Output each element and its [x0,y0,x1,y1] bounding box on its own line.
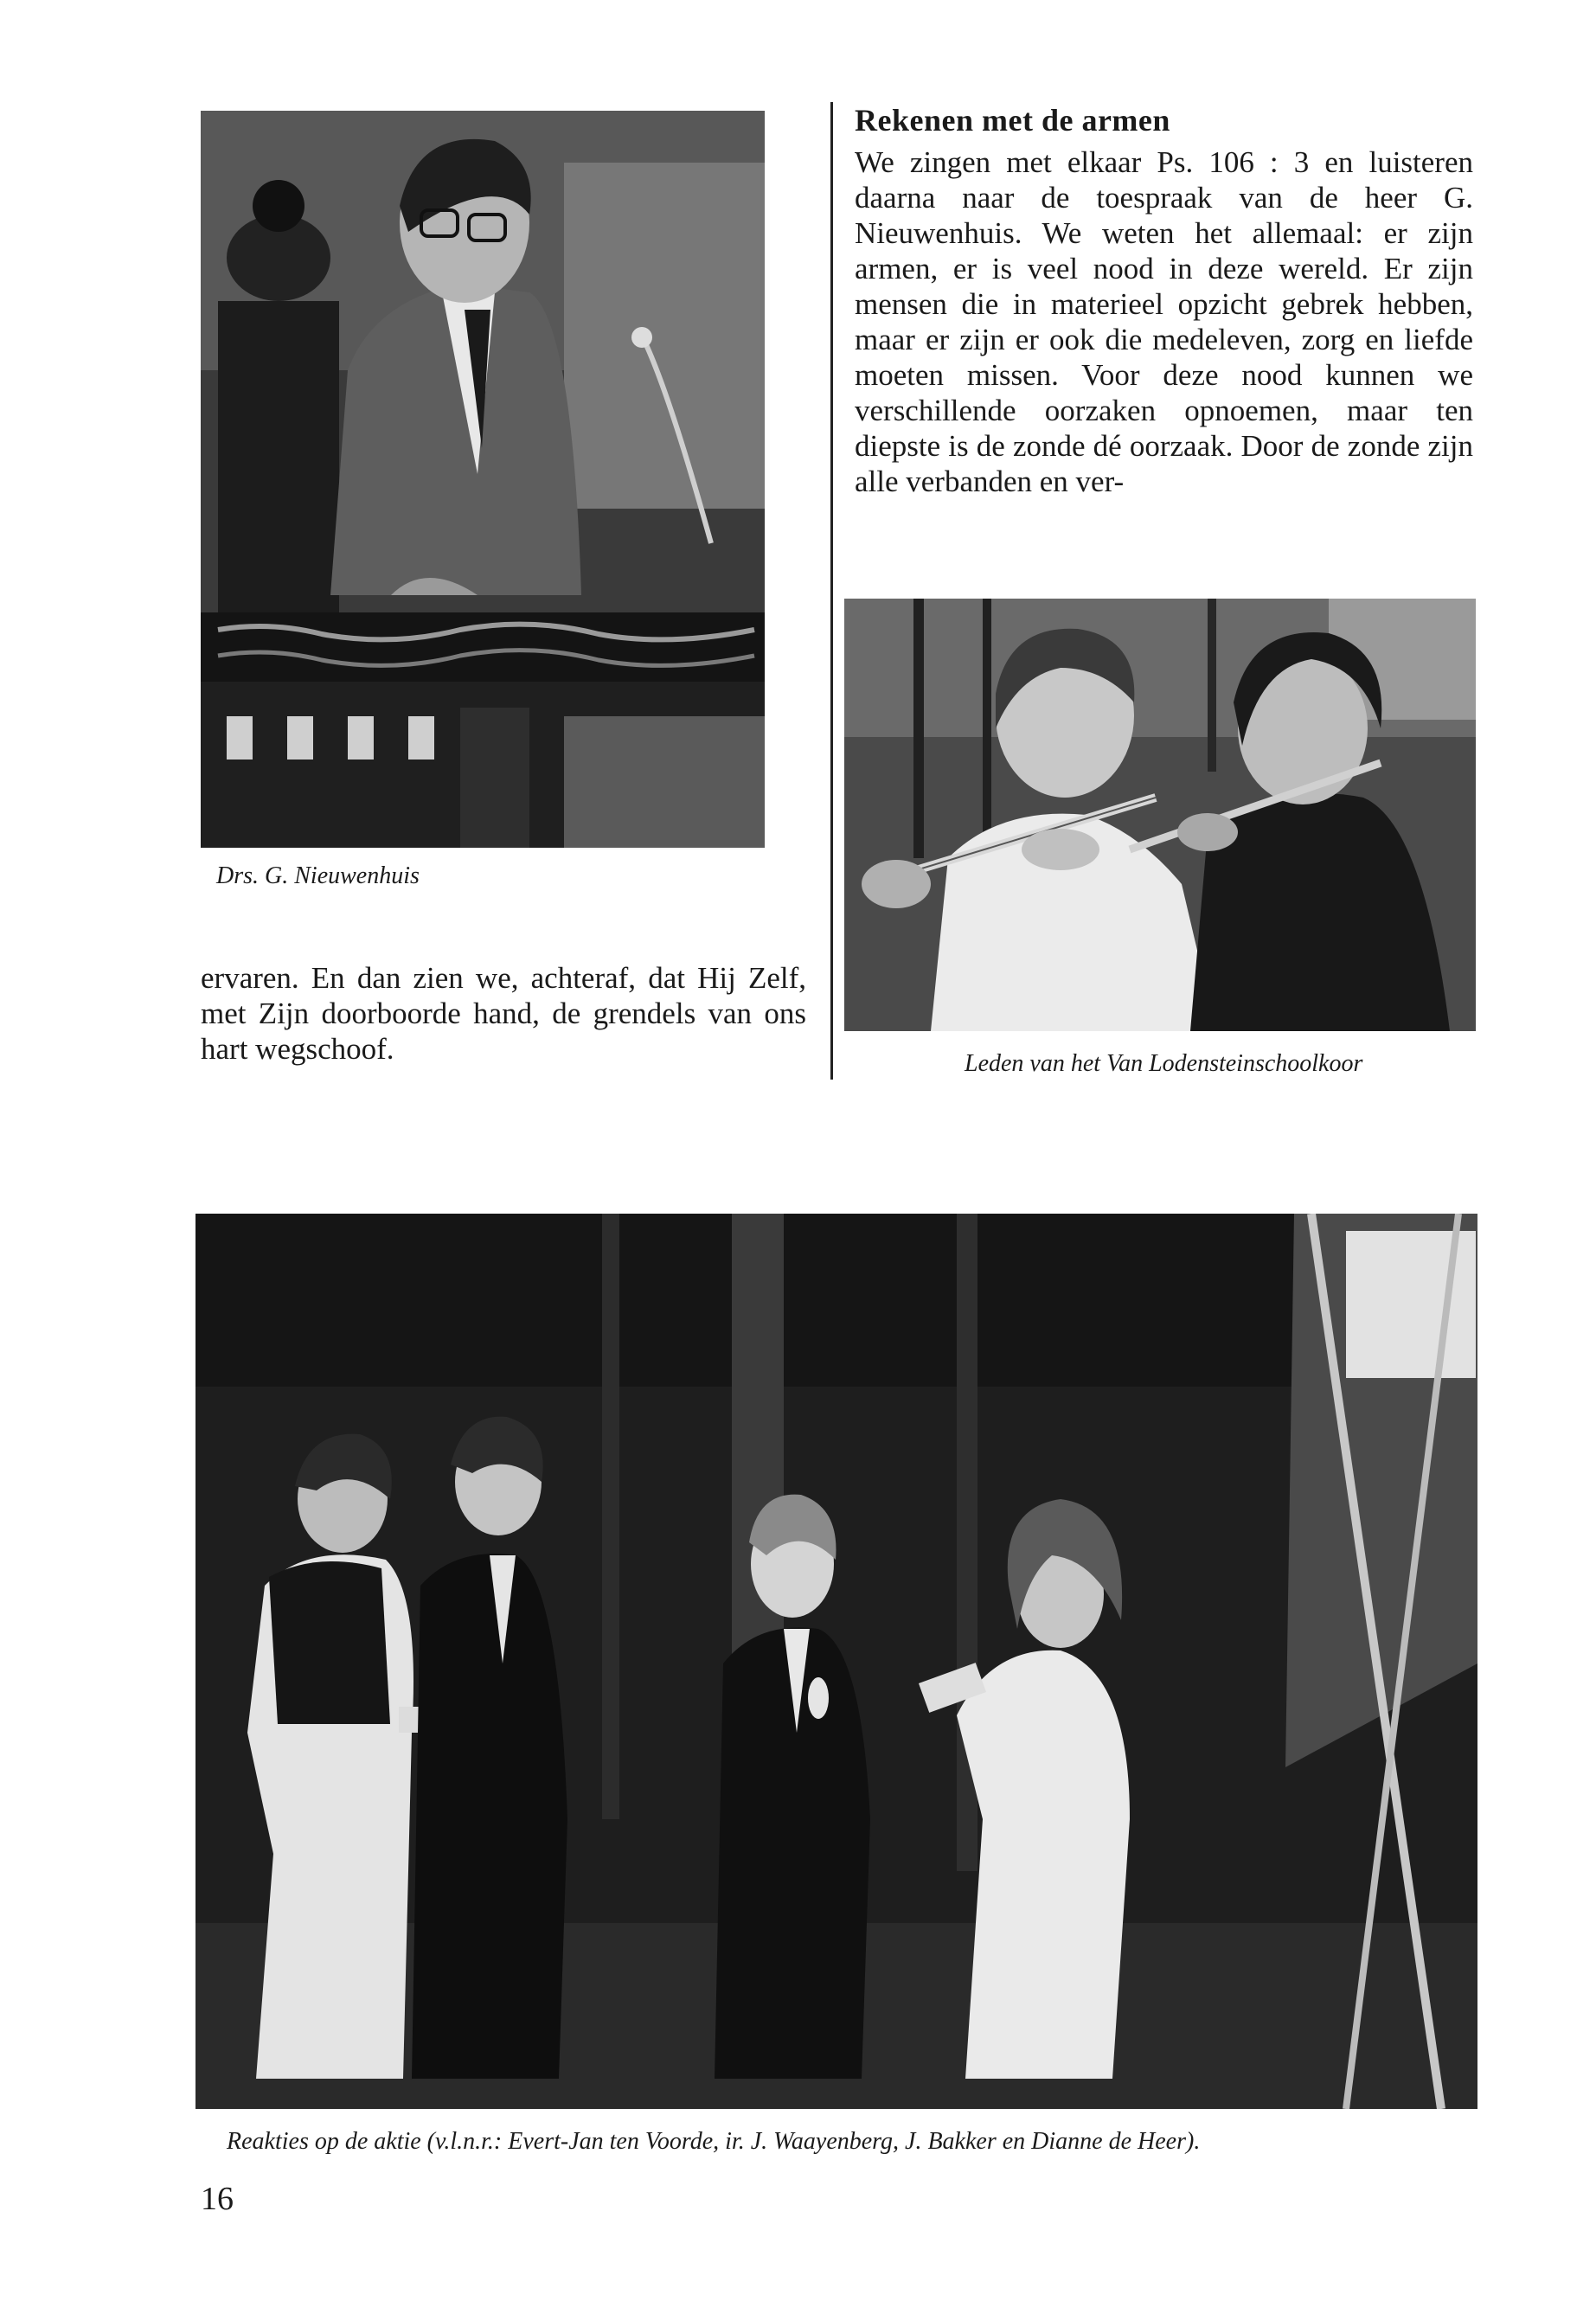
article-heading: Rekenen met de armen [855,103,1170,138]
article-paragraph-2: ervaren. En dan zien we, achteraf, dat Hij Zelf, met Zijn doorboorde hand, de grendels van ons hart wegschoof. [201,961,806,1066]
stage-photo [195,1214,1477,2109]
stage-photo-image [195,1214,1477,2109]
stage-photo-caption: Reakties op de aktie (v.l.n.r.: Evert-Jan ten Voorde, ir. J. Waayenberg, J. Bakker en Dianne de Heer). [227,2128,1201,2155]
column-rule [830,102,833,1080]
choir-photo [844,599,1476,1031]
choir-photo-image [844,599,1476,1031]
speaker-photo [201,111,765,848]
choir-photo-caption: Leden van het Van Lodensteinschoolkoor [965,1050,1363,1077]
speaker-photo-caption: Drs. G. Nieuwenhuis [216,862,420,889]
page-number: 16 [201,2181,234,2217]
article-paragraph-1: We zingen met elkaar Ps. 106 : 3 en luisteren daarna naar de toespraak van de heer G. Nieuwenhuis. We weten het allemaal: er zijn armen, er is veel nood in deze wereld. Er zijn mensen die in materieel opzicht gebrek hebben, maar er zijn er ook die medeleven, zorg en liefde moeten missen. Voor deze nood kunnen we verschillende oorzaken opnoemen, maar ten diepste is de zonde dé oorzaak. Door de zonde zijn alle verbanden en ver- [855,145,1473,498]
speaker-photo-image [201,111,765,848]
